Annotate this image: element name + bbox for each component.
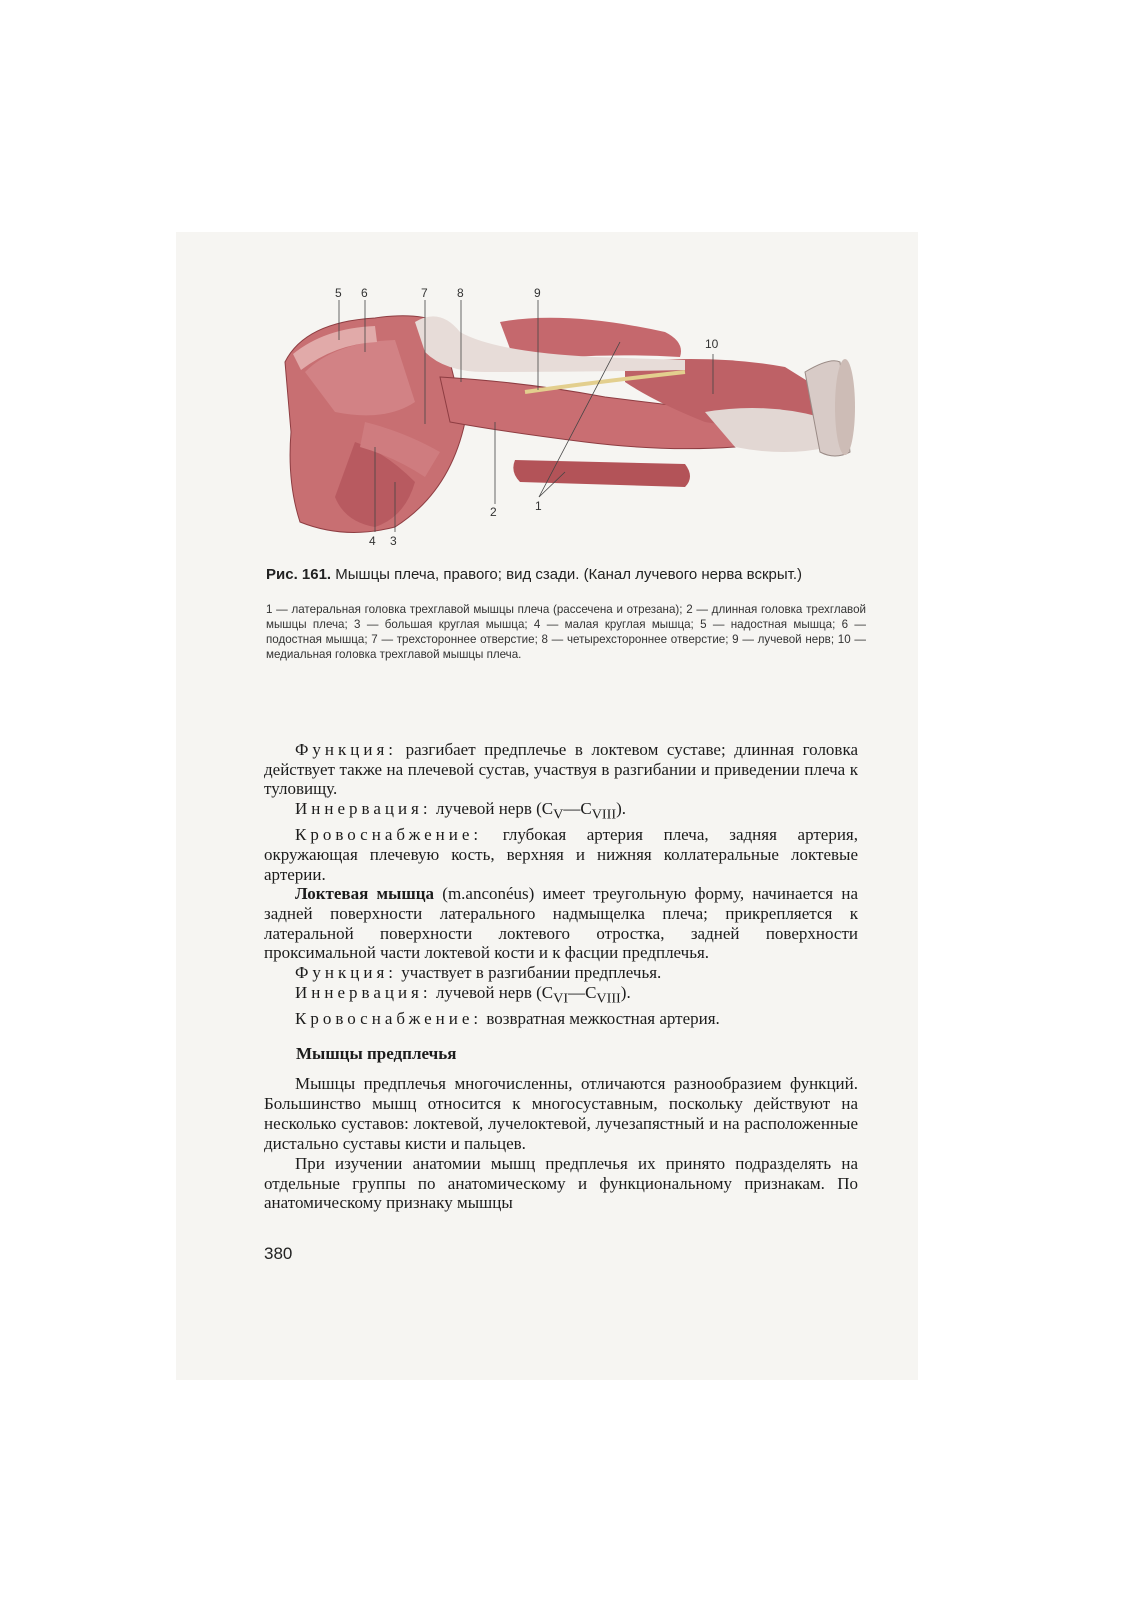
innervation-2-sub-end: VIII: [596, 990, 621, 1007]
section-paragraph-2: При изучении анатомии мышц предплечья их принято подразделять на отдельные группы по анатомическому и функциональному признакам. По анатомическому признаку мышцы: [264, 1153, 858, 1213]
section-heading: Мышцы предплечья: [296, 1044, 457, 1063]
paragraph-function-2: [264, 963, 858, 983]
function-text: разгибает предплечье в локтевом суставе; длинная головка действует также на плечевой сустав, участвуя в разгибании и приведении плеча к туловищу.: [264, 740, 859, 799]
figure-label-6: 6: [361, 286, 368, 300]
term-blood-supply: Кровоснабжение:: [295, 825, 483, 845]
figure-label-8: 8: [457, 286, 464, 300]
innervation-sub-start: V: [553, 806, 564, 823]
paragraph-innervation-2: [264, 983, 858, 1009]
figure-label-3: 3: [390, 534, 397, 548]
term-innervation: Иннервация:: [295, 799, 432, 819]
figure-label-9: 9: [534, 286, 541, 300]
section-paragraph-1: Мышцы предплечья многочисленны, отличаются разнообразием функций. Большинство мышц относится к многосуставным, поскольку действуют на несколько суставов: локтевой, лучелоктевой, лучезапястный и на расположенные дистально суставы кисти и пальцев.: [264, 1074, 858, 1153]
figure-legend: 1 — латеральная головка трехглавой мышцы плеча (рассечена и отрезана); 2 — длинная головка трехглавой мышцы плеча; 3 — большая круглая мышца; 4 — малая круглая мышца; 5 — надостная мышца; 6 — подостная мышца; 7 — трехстороннее отверстие; 8 — четырехстороннее отверстие; 9 — лучевой нерв; 10 — медиальная головка трехглавой мышцы плеча.: [266, 603, 866, 661]
figure-label-4: 4: [369, 534, 376, 548]
figure-label-2: 2: [490, 505, 497, 519]
arm-muscles-drawing: [265, 282, 865, 550]
page-number: 380: [264, 1244, 293, 1263]
function-text-2: участвует в разгибании предплечья.: [401, 963, 662, 983]
figure-label-1: 1: [535, 499, 542, 513]
section-body: [264, 1074, 858, 1213]
paragraph-function: [264, 740, 858, 799]
forearm-cut-surface: [835, 359, 855, 455]
anatomy-illustration: [265, 282, 865, 550]
innervation-end: ).: [616, 799, 626, 819]
paragraph-blood-supply: [264, 825, 858, 884]
figure-title: Мышцы плеча, правого; вид сзади. (Канал лучевого нерва вскрыт.): [335, 566, 803, 583]
figure-label-10: 10: [705, 337, 719, 351]
body-text: [264, 740, 858, 1029]
figure-label-5: 5: [335, 286, 342, 300]
figure-label-7: 7: [421, 286, 428, 300]
term-anconeus: Локтевая мышца: [295, 884, 435, 904]
term-blood-supply-2: Кровоснабжение:: [295, 1008, 483, 1028]
term-function: Функция:: [295, 740, 398, 759]
lateral-head-cut: [513, 460, 690, 487]
innervation-2-end: ).: [620, 982, 631, 1002]
term-innervation-2: Иннервация:: [295, 982, 432, 1002]
blood-supply-text: глубокая артерия плеча, задняя артерия, окружающая плечевую кость, верхняя и нижняя коллатеральные локтевые артерии.: [264, 825, 858, 884]
paragraph-blood-supply-2: [264, 1009, 858, 1029]
figure-caption: [266, 566, 866, 584]
innervation-text-2: лучевой нерв (C: [435, 982, 554, 1002]
innervation-text: лучевой нерв (C: [435, 799, 554, 819]
term-function-2: Функция:: [295, 963, 398, 983]
paragraph-innervation: [264, 799, 858, 825]
figure-number: Рис. 161.: [266, 566, 332, 583]
innervation-2-dash: —C: [568, 982, 597, 1002]
innervation-2-sub-start: VI: [553, 990, 569, 1007]
innervation-sub-end: VIII: [591, 806, 617, 823]
blood-supply-text-2: возвратная межкостная артерия.: [486, 1008, 720, 1028]
paragraph-anconeus: [264, 884, 858, 963]
anconeus-text: (m.anconéus) имеет треугольную форму, начинается на задней поверхности латерального надмыщелка плеча; прикрепляется к латеральной поверхности локтевого отростка, задней поверхности проксимальной части локтевой кости и к фасции предплечья.: [264, 884, 858, 963]
innervation-dash: —C: [563, 799, 592, 819]
